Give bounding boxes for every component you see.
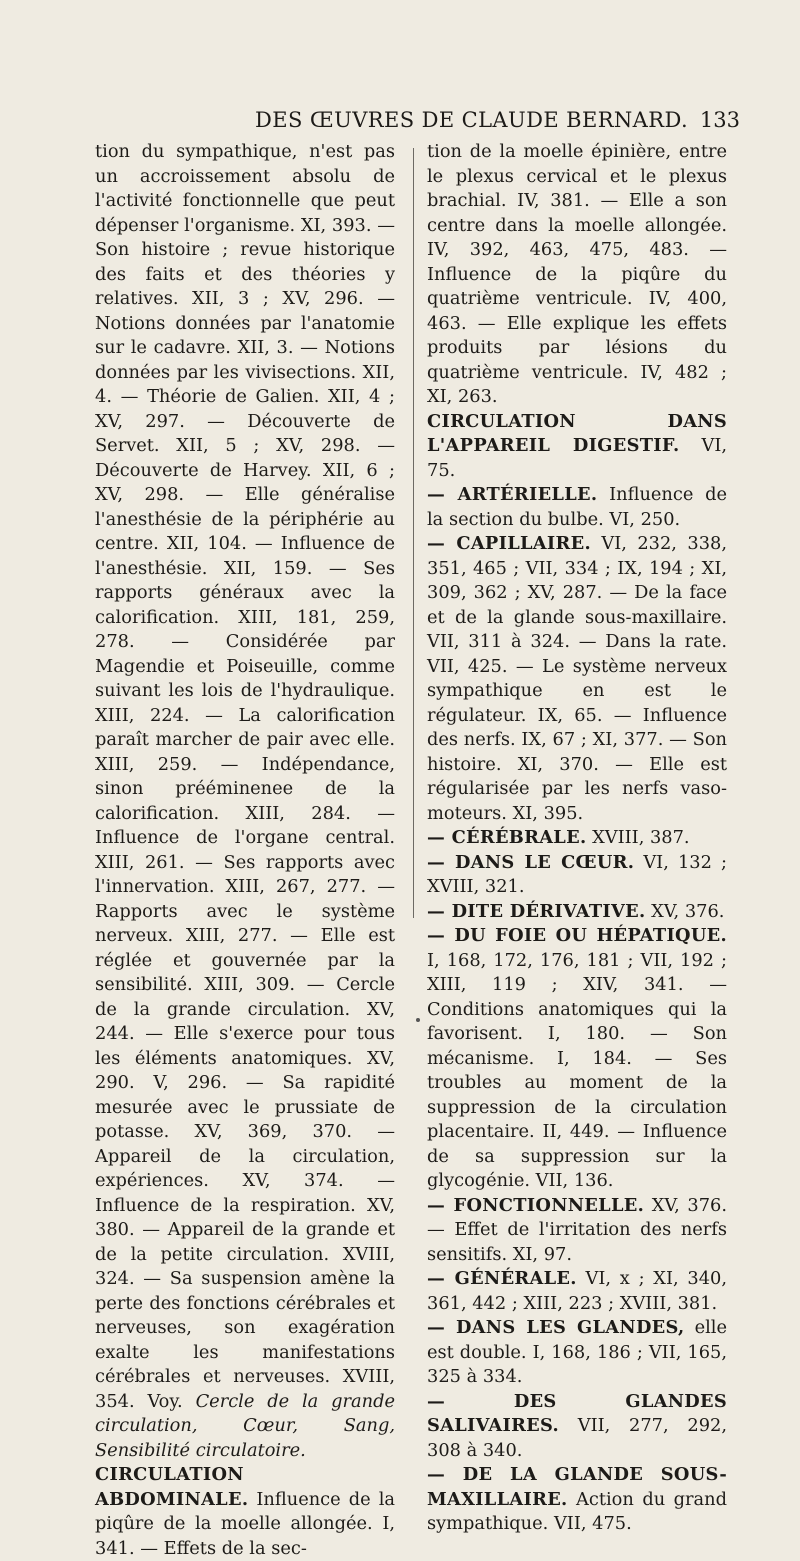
entry-text: tion du sympathique, n'est pas un accroissement absolu de l'activité fonctionnelle que peut dépenser l'organisme. XI, 393. — Son histoire ; revue historique des faits et des théories y relatives. XII, 3 ; XV, 296. — Notions données par l'anatomie sur le cadavre. XII, 3. — Notions données par les vivisections. XII, 4. — Théorie de Galien. XII, 4 ; XV, 297. — Découverte de Servet. XII, 5 ; XV, 298. — Découverte de Harvey. XII, 6 ; XV, 298. — Elle généralise l'anesthésie de la périphérie au centre. XII, 104. — Influence de l'anesthésie. XII, 159. — Ses rapports généraux avec la calorification. XIII, 181, 259, 278. — Considérée par Magendie et Poiseuille, comme suivant les lois de l'hydraulique. XIII, 224. — La calorification paraît marcher de pair avec elle. XIII, 259. — Indépendance, sinon prééminenee de la calorification. XIII, 284. — Influence de l'organe central. XIII, 261. — Ses rapports avec l'innervation. XIII, 267, 277. — Rapports avec le système nerveux. XIII, 277. — Elle est réglée et gouvernée par la sensibilité. XIII, 309. — Cercle de la grande circulation. XV, 244. — Elle s'exerce pour tous les éléments anatomiques. XV, 290. V, 296. — Sa rapidité mesurée avec le prussiate de potasse. XV, 369, 370. — Appareil de la circulation, expériences. XV, 374. — Influence de la respiration. XV, 380. — Appareil de la grande et de la petite circulation. XVIII, 324. — Sa suspension amène la perte des fonctions cérébrales et nerveuses, son exagération exalte les manifestations cérébrales et nerveuses. XVIII, 354. Voy. — [95, 141, 395, 1412]
index-entry — [427, 924, 727, 1194]
entry-text: XVIII, 387. — [586, 827, 690, 848]
entry-text: VI, 232, 338, 351, 465 ; VII, 334 ; IX, 194 ; XI, 309, 362 ; XV, 287. — De la face et de la glande sous-maxillaire. VII, 311 à 324. — Dans la rate. VII, 425. — Le système nerveux sympathique en est le régulateur. IX, 65. — Influence des nerfs. IX, 67 ; XI, 377. — Son histoire. XI, 370. — Elle est régularisée par les nerfs vaso-moteurs. XI, 395. — [427, 533, 727, 824]
index-entry — [427, 1194, 727, 1268]
entry-heading: — CÉRÉBRALE. — [427, 827, 587, 848]
entry-text: VI, 132 ; XVIII, 321. — [427, 851, 727, 897]
entry-heading: — DES GLANDES SALIVAIRES. — [427, 1390, 727, 1436]
entry-text: VII, 277, 292, 308 à 340. — [427, 1415, 727, 1461]
entry-text: XV, 376. — [645, 900, 725, 922]
index-entry — [95, 1463, 395, 1561]
running-title: DES ŒUVRES DE CLAUDE BERNARD. — [255, 108, 689, 132]
index-entry — [427, 826, 727, 851]
entry-heading: — GÉNÉRALE. — [427, 1268, 577, 1289]
entry-text: VI, 75. — [427, 435, 728, 481]
right-column — [427, 140, 727, 1537]
column-divider — [413, 148, 414, 918]
entry-text: Influence de la section du bulbe. VI, 250. — [427, 484, 727, 530]
index-entry — [427, 900, 727, 925]
index-entry-continued — [427, 140, 727, 410]
cross-reference: Cercle de la grande circulation, Cœur, Sang, Sensibilité circulatoire. — [95, 1390, 395, 1461]
entry-heading: — DU FOIE OU HÉPATIQUE. — [427, 925, 727, 946]
entry-heading: — DANS LE CŒUR. — [427, 851, 635, 873]
entry-heading: — CAPILLAIRE. — [427, 533, 591, 554]
entry-heading: — DANS LES GLANDES, — [427, 1317, 685, 1338]
entry-heading: CIRCULATION ABDOMINALE. — [95, 1464, 249, 1510]
entry-text: Action du grand sympathique. VII, 475. — [427, 1488, 727, 1534]
index-entry — [427, 1267, 727, 1316]
index-entry — [427, 483, 727, 532]
index-entry — [427, 532, 727, 826]
entry-text: Influence de la piqûre de la moelle allongée. I, 341. — Effets de la sec- — [95, 1488, 395, 1559]
running-header — [60, 108, 740, 138]
entry-heading: — DE LA GLANDE SOUS-MAXILLAIRE. — [427, 1464, 727, 1510]
left-column — [95, 140, 395, 1561]
index-entry — [427, 851, 727, 900]
entry-text: elle est double. I, 168, 186 ; VII, 165, 325 à 334. — [427, 1317, 727, 1387]
index-entry — [427, 1463, 727, 1537]
entry-text: I, 168, 172, 176, 181 ; VII, 192 ; XIII, 119 ; XIV, 341. — Conditions anatomiques qui la favorisent. I, 180. — Son mécanisme. I, 184. — Ses troubles au moment de la suppression de la circulation placentaire. II, 449. — Influence de sa suppression sur la glycogénie. VII, 136. — [427, 949, 727, 1191]
index-entry — [427, 410, 727, 484]
entry-text: VI, x ; XI, 340, 361, 442 ; XIII, 223 ; XVIII, 381. — [427, 1268, 727, 1314]
entry-heading: — DITE DÉRIVATIVE. — [427, 900, 646, 922]
index-entry — [427, 1316, 727, 1390]
entry-text: XV, 376. — Effet de l'irritation des nerfs sensitifs. XI, 97. — [427, 1194, 728, 1265]
index-entry-continued — [95, 140, 395, 1463]
entry-heading: — ARTÉRIELLE. — [427, 484, 598, 505]
entry-heading: CIRCULATION DANS L'APPAREIL DIGESTIF. — [427, 410, 727, 456]
index-entry — [427, 1390, 727, 1464]
ink-speck — [416, 1018, 420, 1022]
entry-heading: — FONCTIONNELLE. — [427, 1194, 645, 1216]
entry-text: tion de la moelle épinière, entre le plexus cervical et le plexus brachial. IV, 381. — Elle a son centre dans la moelle allongée. IV, 392, 463, 475, 483. — Influence de la piqûre du quatrième ventricule. IV, 400, 463. — Elle explique les effets produits par lésions du quatrième ventricule. IV, 482 ; XI, 263. — [427, 141, 727, 407]
page-number: 133 — [699, 108, 740, 132]
